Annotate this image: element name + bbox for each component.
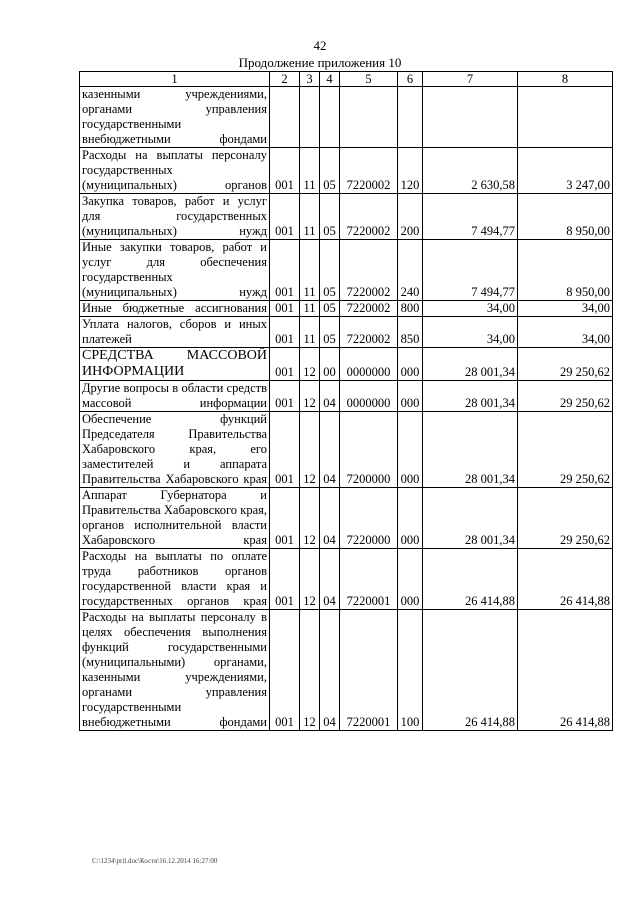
cell-amount-1: 26 414,88	[423, 610, 518, 731]
cell-subsection: 04	[320, 610, 340, 731]
cell-type: 850	[398, 317, 423, 348]
cell-section: 12	[300, 488, 320, 549]
cell-amount-2: 29 250,62	[518, 381, 613, 412]
cell-type: 000	[398, 488, 423, 549]
cell-target	[340, 87, 398, 148]
cell-section: 12	[300, 348, 320, 381]
row-description: СРЕДСТВА МАССОВОЙ ИНФОРМАЦИИ	[80, 348, 270, 381]
cell-type: 800	[398, 301, 423, 317]
row-description: Закупка товаров, работ и услуг для государственных (муниципальных) нужд	[80, 194, 270, 240]
cell-subsection: 05	[320, 148, 340, 194]
cell-amount-2: 26 414,88	[518, 610, 613, 731]
cell-target: 7220001	[340, 610, 398, 731]
cell-amount-2: 3 247,00	[518, 148, 613, 194]
cell-section: 11	[300, 194, 320, 240]
cell-target: 7200000	[340, 412, 398, 488]
column-header: 2	[270, 72, 300, 87]
header-row	[80, 72, 613, 87]
table-row	[80, 348, 613, 381]
cell-target: 7220002	[340, 240, 398, 301]
cell-type: 240	[398, 240, 423, 301]
cell-type: 100	[398, 610, 423, 731]
cell-amount-1: 34,00	[423, 317, 518, 348]
table-row	[80, 240, 613, 301]
cell-type: 000	[398, 381, 423, 412]
budget-table	[79, 71, 613, 731]
appendix-caption: Продолжение приложения 10	[238, 55, 402, 70]
table-row	[80, 148, 613, 194]
cell-amount-2: 8 950,00	[518, 194, 613, 240]
cell-amount-1: 28 001,34	[423, 348, 518, 381]
cell-subsection: 05	[320, 240, 340, 301]
cell-subsection: 05	[320, 301, 340, 317]
cell-amount-1: 28 001,34	[423, 412, 518, 488]
row-description: Обеспечение функций Председателя Правительства Хабаровского края, его заместителей и аппарата Правительства Хабаровского края	[80, 412, 270, 488]
cell-target: 7220002	[340, 317, 398, 348]
table-row	[80, 87, 613, 148]
row-description: Расходы на выплаты персоналу государственных (муниципальных) органов	[80, 148, 270, 194]
cell-amount-2	[518, 87, 613, 148]
cell-amount-1: 7 494,77	[423, 240, 518, 301]
cell-section: 12	[300, 610, 320, 731]
cell-amount-2: 29 250,62	[518, 412, 613, 488]
cell-amount-1: 2 630,58	[423, 148, 518, 194]
cell-subsection: 05	[320, 317, 340, 348]
cell-type: 000	[398, 549, 423, 610]
table-row	[80, 194, 613, 240]
cell-subsection: 04	[320, 381, 340, 412]
cell-amount-2: 34,00	[518, 301, 613, 317]
row-description: Другие вопросы в области средств массовой информации	[80, 381, 270, 412]
cell-code: 001	[270, 148, 300, 194]
table-row	[80, 488, 613, 549]
row-description: Иные закупки товаров, работ и услуг для обеспечения государственных (муниципальных) нужд	[80, 240, 270, 301]
cell-amount-2: 34,00	[518, 317, 613, 348]
cell-subsection	[320, 87, 340, 148]
cell-type: 120	[398, 148, 423, 194]
cell-target: 7220001	[340, 549, 398, 610]
cell-code: 001	[270, 317, 300, 348]
cell-amount-1: 34,00	[423, 301, 518, 317]
cell-code	[270, 87, 300, 148]
footer-file-path: C:\1234\pril.doc\Костя\16.12.2014 16:27:00	[92, 857, 218, 865]
cell-amount-1	[423, 87, 518, 148]
cell-type	[398, 87, 423, 148]
column-header: 3	[300, 72, 320, 87]
cell-amount-1: 28 001,34	[423, 381, 518, 412]
cell-section: 11	[300, 317, 320, 348]
cell-subsection: 04	[320, 412, 340, 488]
cell-amount-1: 26 414,88	[423, 549, 518, 610]
row-description: казенными учреждениями, органами управления государственными внебюджетными фондами	[80, 87, 270, 148]
cell-subsection: 04	[320, 488, 340, 549]
cell-section: 11	[300, 301, 320, 317]
row-description: Иные бюджетные ассигнования	[80, 301, 270, 317]
cell-section: 12	[300, 381, 320, 412]
cell-section: 12	[300, 412, 320, 488]
cell-code: 001	[270, 412, 300, 488]
table-row	[80, 549, 613, 610]
cell-section: 11	[300, 148, 320, 194]
row-description: Расходы на выплаты по оплате труда работников органов государственной власти края и государственных органов края	[80, 549, 270, 610]
cell-code: 001	[270, 301, 300, 317]
cell-code: 001	[270, 348, 300, 381]
cell-target: 7220000	[340, 488, 398, 549]
cell-target: 7220002	[340, 194, 398, 240]
column-header: 1	[80, 72, 270, 87]
cell-section	[300, 87, 320, 148]
cell-type: 200	[398, 194, 423, 240]
column-header: 7	[423, 72, 518, 87]
page-number: 42	[313, 38, 327, 53]
column-header: 5	[340, 72, 398, 87]
table-row	[80, 301, 613, 317]
cell-amount-1: 28 001,34	[423, 488, 518, 549]
cell-amount-2: 26 414,88	[518, 549, 613, 610]
cell-code: 001	[270, 488, 300, 549]
cell-code: 001	[270, 240, 300, 301]
cell-type: 000	[398, 348, 423, 381]
column-header: 8	[518, 72, 613, 87]
cell-code: 001	[270, 381, 300, 412]
column-header: 6	[398, 72, 423, 87]
cell-amount-2: 8 950,00	[518, 240, 613, 301]
cell-section: 12	[300, 549, 320, 610]
table-row	[80, 412, 613, 488]
cell-subsection: 04	[320, 549, 340, 610]
cell-code: 001	[270, 610, 300, 731]
table-row	[80, 610, 613, 731]
cell-subsection: 05	[320, 194, 340, 240]
cell-code: 001	[270, 549, 300, 610]
cell-target: 7220002	[340, 148, 398, 194]
cell-amount-1: 7 494,77	[423, 194, 518, 240]
table-row	[80, 317, 613, 348]
row-description: Аппарат Губернатора и Правительства Хабаровского края, органов исполнительной власти Хабаровского края	[80, 488, 270, 549]
cell-code: 001	[270, 194, 300, 240]
cell-type: 000	[398, 412, 423, 488]
row-description: Уплата налогов, сборов и иных платежей	[80, 317, 270, 348]
column-header: 4	[320, 72, 340, 87]
cell-target: 0000000	[340, 381, 398, 412]
cell-subsection: 00	[320, 348, 340, 381]
cell-target: 0000000	[340, 348, 398, 381]
row-description: Расходы на выплаты персоналу в целях обеспечения выполнения функций государственными (муниципальными) органами, казенными учреждениями, органами управления государственными внебюджетными фондами	[80, 610, 270, 731]
cell-target: 7220002	[340, 301, 398, 317]
cell-section: 11	[300, 240, 320, 301]
table-row	[80, 381, 613, 412]
cell-amount-2: 29 250,62	[518, 488, 613, 549]
cell-amount-2: 29 250,62	[518, 348, 613, 381]
